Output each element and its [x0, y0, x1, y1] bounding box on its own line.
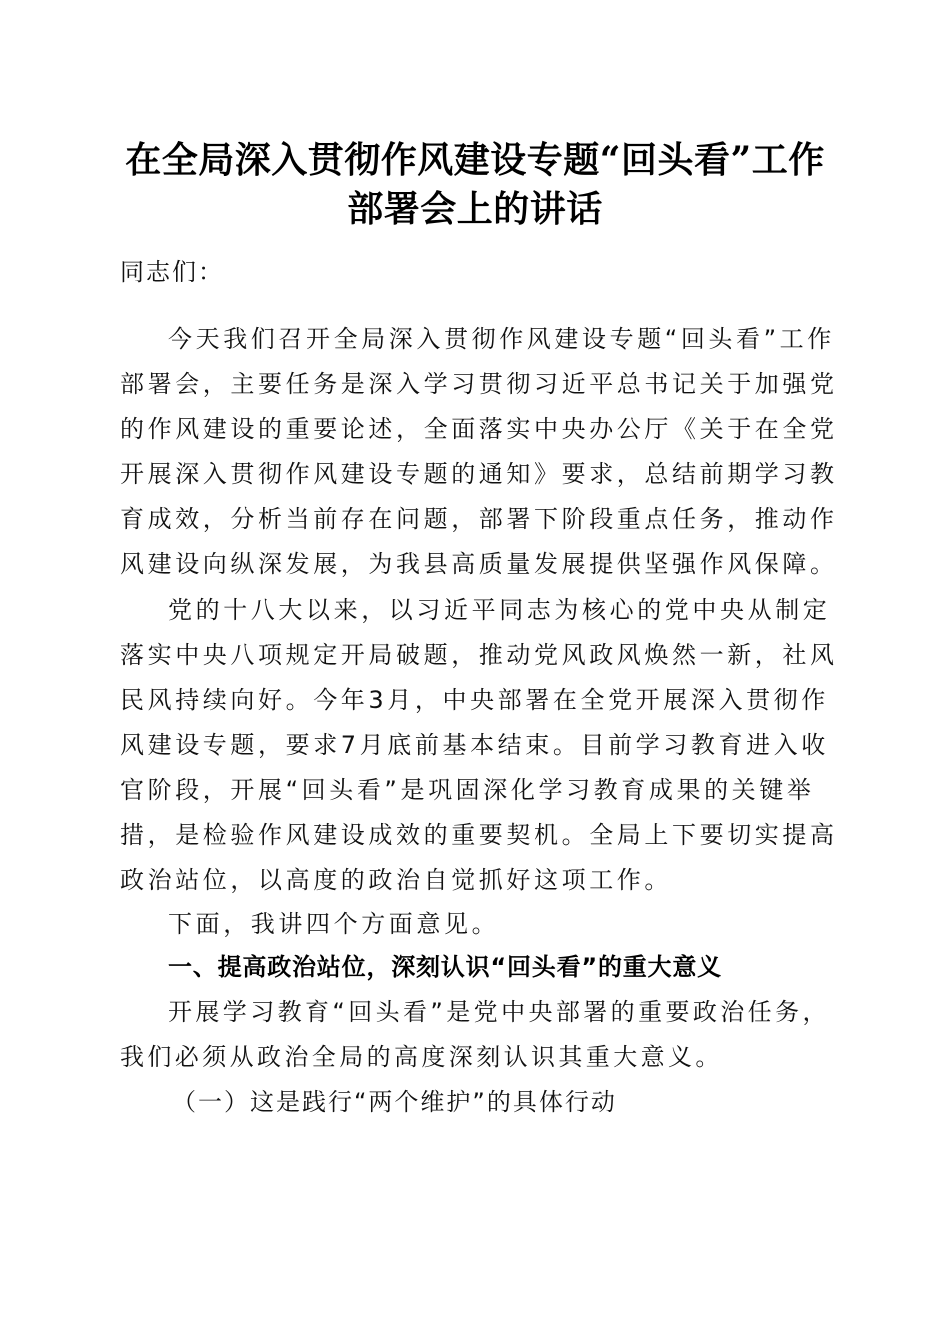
- greeting: 同志们：: [120, 258, 224, 286]
- paragraph-introduction: 今天我们召开全局深入贯彻作风建设专题“回头看”工作部署会，主要任务是深入学习贯彻习近平总书记关于加强党的作风建设的重要论述，全面落实中央办公厅《关于在全党开展深入贯彻作风建设专题的通知》要求，总结前期学习教育成效，分析当前存在问题，部署下阶段重点任务，推动作风建设向纵深发展，为我县高质量发展提供坚强作风保障。: [120, 325, 838, 578]
- paragraph-outline: 下面，我讲四个方面意见。: [168, 910, 500, 938]
- section-heading-1: 一、提高政治站位，深刻认识“回头看”的重大意义: [168, 953, 722, 981]
- paragraph-background: 党的十八大以来，以习近平同志为核心的党中央从制定落实中央八项规定开局破题，推动党风政风焕然一新，社风民风持续向好。今年3月，中央部署在全党开展深入贯彻作风建设专题，要求7月底前基本结束。目前学习教育进入收官阶段，开展“回头看”是巩固深化学习教育成果的关键举措，是检验作风建设成效的重要契机。全局上下要切实提高政治站位，以高度的政治自觉抓好这项工作。: [120, 596, 838, 894]
- subsection-heading-1: （一）这是践行“两个维护”的具体行动: [172, 1088, 617, 1116]
- document-title-line-1: 在全局深入贯彻作风建设专题“回头看”工作: [125, 139, 825, 181]
- document-title-line-2: 部署会上的讲话: [347, 188, 603, 230]
- paragraph-section-1: 开展学习教育“回头看”是党中央部署的重要政治任务，我们必须从政治全局的高度深刻认识其重大意义。: [120, 998, 830, 1071]
